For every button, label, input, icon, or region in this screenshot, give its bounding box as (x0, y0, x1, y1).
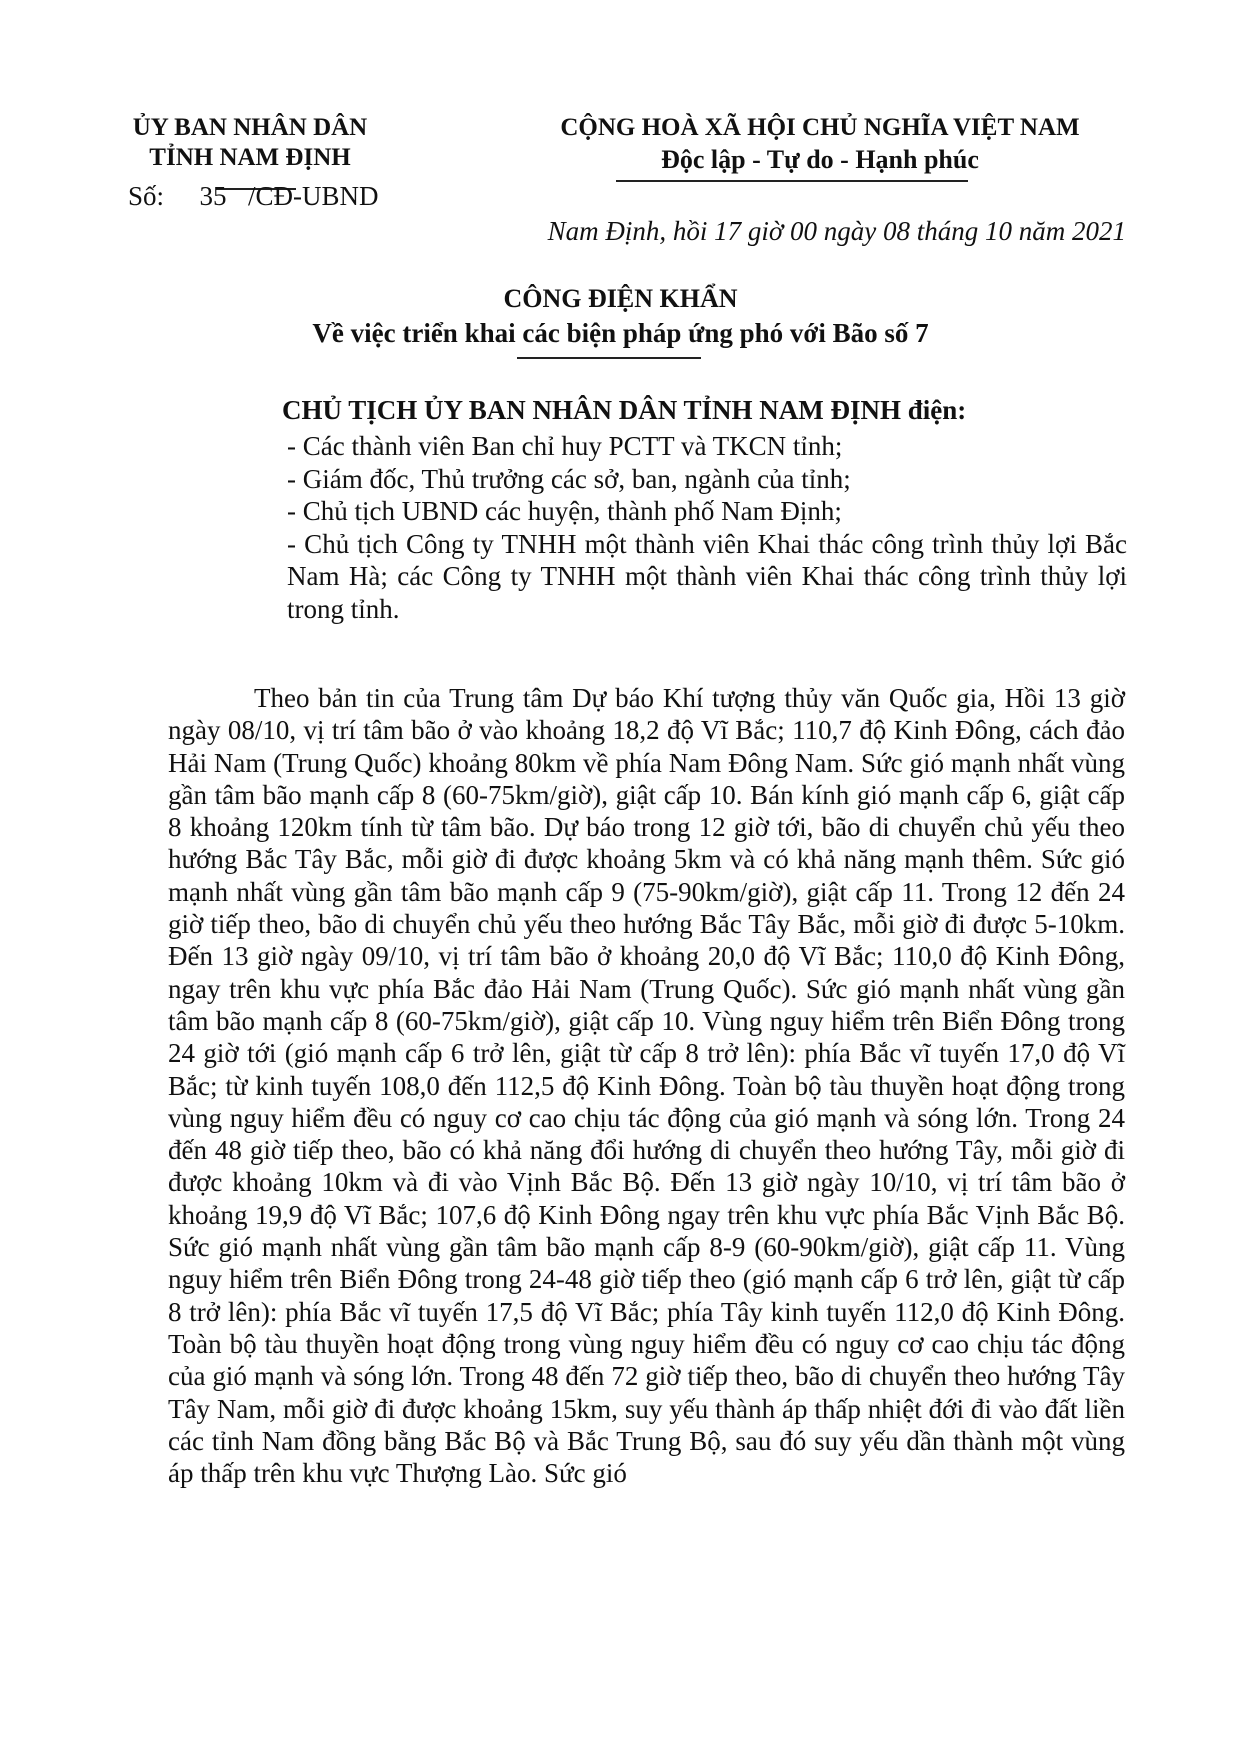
motto-divider (616, 180, 968, 182)
sender-line: CHỦ TỊCH ỦY BAN NHÂN DÂN TỈNH NAM ĐỊNH điện: (282, 395, 967, 425)
place-and-date: Nam Định, hồi 17 giờ 00 ngày 08 tháng 10 năm 2021 (547, 216, 1126, 246)
document-number-suffix: /CĐ-UBND (248, 181, 379, 211)
document-number (128, 181, 379, 212)
document-subject: Về việc triển khai các biện pháp ứng phó với Bão số 7 (312, 318, 929, 348)
body-paragraph: Theo bản tin của Trung tâm Dự báo Khí tượng thủy văn Quốc gia, Hồi 13 giờ ngày 08/10, vị trí tâm bão ở vào khoảng 18,2 độ Vĩ Bắc; 110,7 độ Kinh Đông, cách đảo Hải Nam (Trung Quốc) khoảng 80km về phía Nam Đông Nam. Sức gió mạnh nhất vùng gần tâm bão mạnh cấp 8 (60-75km/giờ), giật cấp 10. Bán kính gió mạnh cấp 6, giật cấp 8 khoảng 120km tính từ tâm bão. Dự báo trong 12 giờ tới, bão di chuyển chủ yếu theo hướng Bắc Tây Bắc, mỗi giờ đi được khoảng 5km và có khả năng mạnh thêm. Sức gió mạnh nhất vùng gần tâm bão mạnh cấp 9 (75-90km/giờ), giật cấp 11. Trong 12 đến 24 giờ tiếp theo, bão di chuyển chủ yếu theo hướng Bắc Tây Bắc, mỗi giờ đi được 5-10km. Đến 13 giờ ngày 09/10, vị trí tâm bão ở khoảng 20,0 độ Vĩ Bắc; 110,0 độ Kinh Đông, ngay trên khu vực phía Bắc đảo Hải Nam (Trung Quốc). Sức gió mạnh nhất vùng gần tâm bão mạnh cấp 8 (60-75km/giờ), giật cấp 10. Vùng nguy hiểm trên Biển Đông trong 24 giờ tới (gió mạnh cấp 6 trở lên, giật từ cấp 8 trở lên): phía Bắc vĩ tuyến 17,0 độ Vĩ Bắc; từ kinh tuyến 108,0 đến 112,5 độ Kinh Đông. Toàn bộ tàu thuyền hoạt động trong vùng nguy hiểm đều có nguy cơ cao chịu tác động của gió mạnh và sóng lớn. Trong 24 đến 48 giờ tiếp theo, bão có khả năng đổi hướng di chuyển theo hướng Tây, mỗi giờ đi được khoảng 10km và đi vào Vịnh Bắc Bộ. Đến 13 giờ ngày 10/10, vị trí tâm bão ở khoảng 19,9 độ Vĩ Bắc; 107,6 độ Kinh Đông ngay trên khu vực phía Bắc Vịnh Bắc Bộ. Sức gió mạnh nhất vùng gần tâm bão mạnh cấp 8-9 (60-90km/giờ), giật cấp 11. Vùng nguy hiểm trên Biển Đông trong 24-48 giờ tiếp theo (gió mạnh cấp 6 trở lên, giật từ cấp 8 trở lên): phía Bắc vĩ tuyến 17,5 độ Vĩ Bắc; phía Tây kinh tuyến 112,0 độ Kinh Đông. Toàn bộ tàu thuyền hoạt động trong vùng nguy hiểm đều có nguy cơ cao chịu tác động của gió mạnh và sóng lớn. Trong 48 đến 72 giờ tiếp theo, bão di chuyển theo hướng Tây Tây Nam, mỗi giờ đi được khoảng 15km, suy yếu thành áp thấp nhiệt đới đi vào đất liền các tỉnh Nam đồng bằng Bắc Bộ và Bắc Trung Bộ, sau đó suy yếu dần thành một vùng áp thấp trên khu vực Thượng Lào. Sức gió (168, 683, 1125, 1489)
recipient-item: - Chủ tịch UBND các huyện, thành phố Nam Định; (287, 496, 842, 526)
nation-name: CỘNG HOÀ XÃ HỘI CHỦ NGHĨA VIỆT NAM (560, 114, 1080, 141)
national-motto-block (520, 112, 1120, 176)
recipient-item: - Giám đốc, Thủ trưởng các sở, ban, ngành của tỉnh; (287, 463, 851, 494)
issuer-line-1: ỦY BAN NHÂN DÂN (132, 114, 368, 141)
document-number-value: 35 (199, 181, 227, 211)
nation-motto: Độc lập - Tự do - Hạnh phúc (661, 145, 979, 174)
title-divider (517, 357, 701, 359)
document-number-label: Số: (128, 181, 165, 211)
recipient-list (287, 430, 1127, 625)
issuer-block (100, 112, 400, 172)
document-type-title: CÔNG ĐIỆN KHẨN (503, 284, 738, 313)
issuer-line-2: TỈNH NAM ĐỊNH (149, 144, 351, 171)
recipient-item: - Các thành viên Ban chỉ huy PCTT và TKCN tỉnh; (287, 431, 843, 461)
recipient-item: - Chủ tịch Công ty TNHH một thành viên Khai thác công trình thủy lợi Bắc Nam Hà; các Công ty TNHH một thành viên Khai thác công trình thủy lợi trong tỉnh. (287, 528, 1127, 624)
